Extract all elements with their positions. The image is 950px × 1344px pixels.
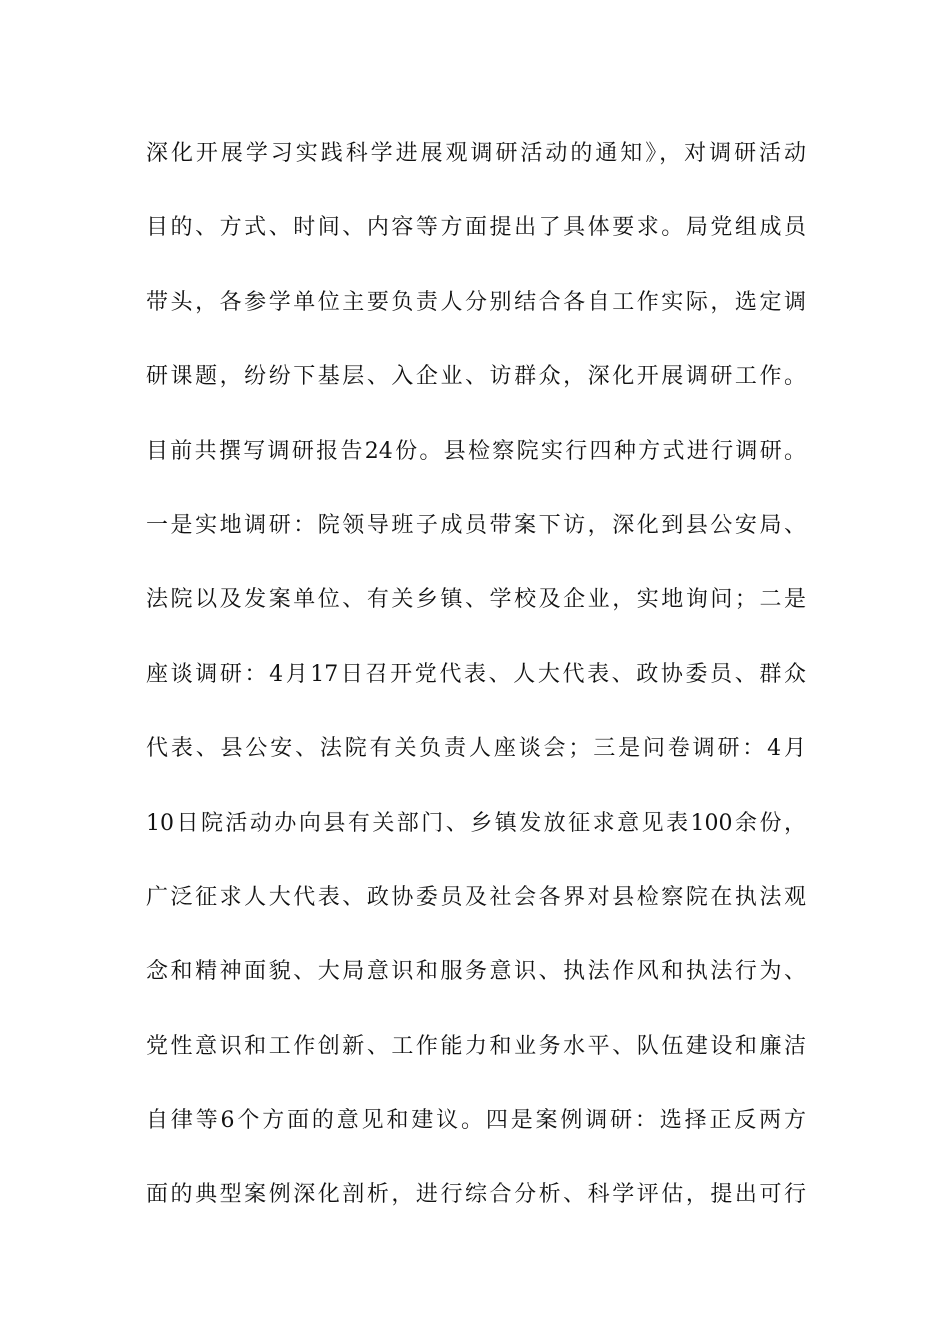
text-line-15: 面的典型案例深化剖析，进行综合分析、科学评估，提出可行	[146, 1182, 806, 1208]
text-line-6: 一是实地调研：院领导班子成员带案下访，深化到县公安局、	[146, 512, 806, 538]
text-line-11: 广泛征求人大代表、政协委员及社会各界对县检察院在执法观	[146, 884, 806, 910]
text-line-9: 代表、县公安、法院有关负责人座谈会；三是问卷调研：4月	[146, 736, 806, 762]
text-line-3: 带头，各参学单位主要负责人分别结合各自工作实际，选定调	[146, 289, 806, 315]
text-line-7: 法院以及发案单位、有关乡镇、学校及企业，实地询问；二是	[146, 587, 806, 613]
text-line-5: 目前共撰写调研报告24份。县检察院实行四种方式进行调研。	[146, 438, 806, 464]
text-line-8: 座谈调研：4月17日召开党代表、人大代表、政协委员、群众	[146, 661, 806, 687]
text-line-13: 党性意识和工作创新、工作能力和业务水平、队伍建设和廉洁	[146, 1033, 806, 1059]
text-line-10: 10日院活动办向县有关部门、乡镇发放征求意见表100余份，	[146, 810, 806, 836]
text-line-12: 念和精神面貌、大局意识和服务意识、执法作风和执法行为、	[146, 959, 806, 985]
text-line-4: 研课题，纷纷下基层、入企业、访群众，深化开展调研工作。	[146, 364, 806, 390]
text-line-2: 目的、方式、时间、内容等方面提出了具体要求。局党组成员	[146, 215, 806, 241]
text-line-14: 自律等6个方面的意见和建议。四是案例调研：选择正反两方	[146, 1108, 806, 1134]
text-line-1: 深化开展学习实践科学进展观调研活动的通知》，对调研活动	[146, 141, 806, 166]
body-text	[146, 132, 806, 1248]
